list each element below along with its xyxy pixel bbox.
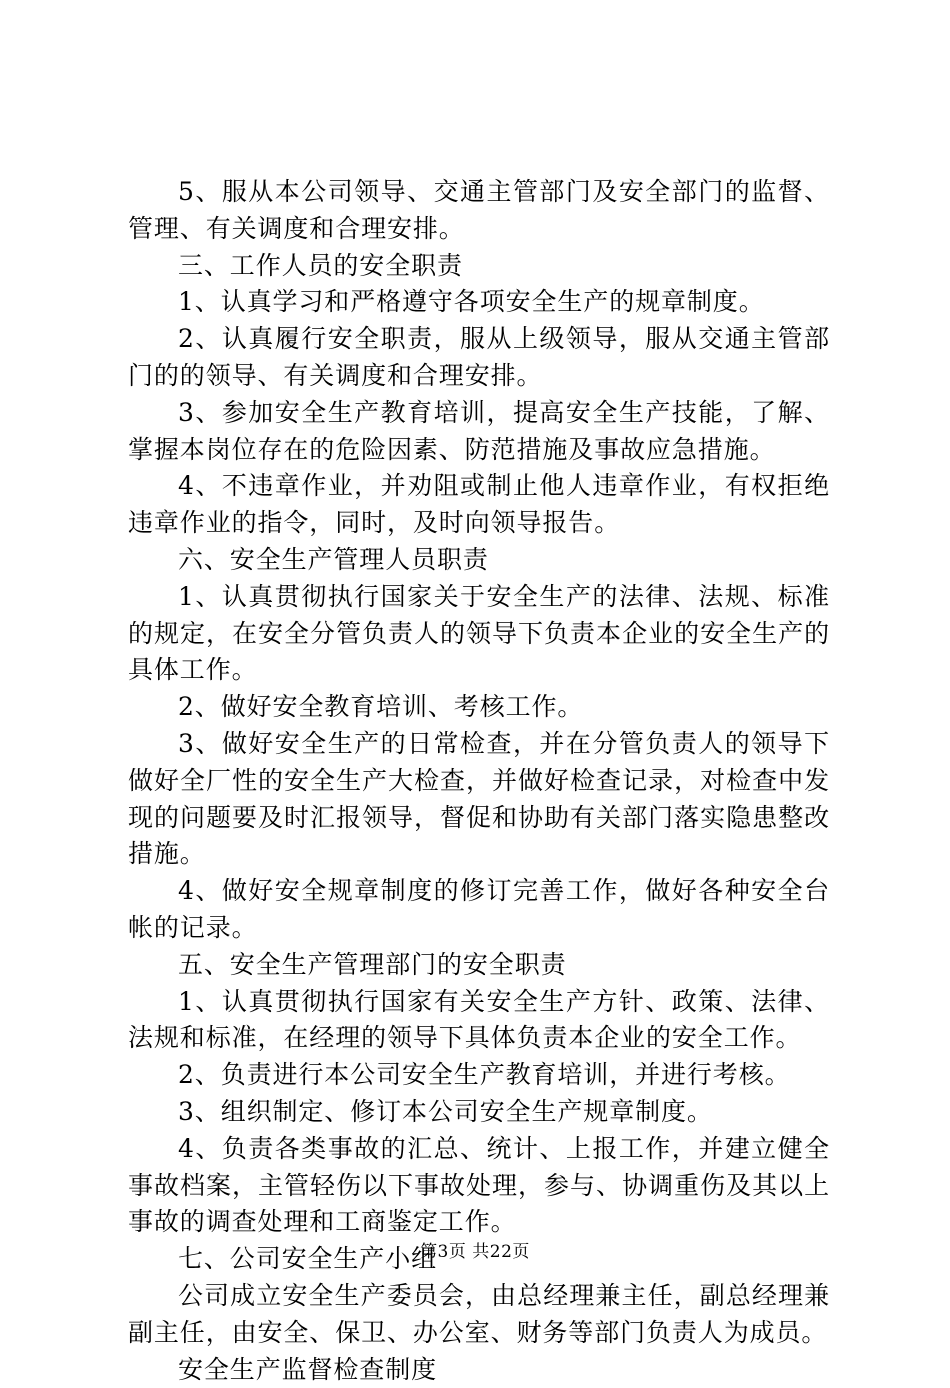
section-heading-safety-group: 七、公司安全生产小组 (128, 1241, 830, 1278)
paragraph-duty-5: 5、服从本公司领导、交通主管部门及安全部门的监督、管理、有关调度和合理安排。 (128, 174, 830, 248)
section-heading-inspection-system: 安全生产监督检查制度 (128, 1352, 830, 1388)
section-heading-department-duties: 五、安全生产管理部门的安全职责 (128, 947, 830, 984)
section-heading-staff-duties: 三、工作人员的安全职责 (128, 248, 830, 285)
paragraph-safety-committee: 公司成立安全生产委员会，由总经理兼主任，副总经理兼副主任，由安全、保卫、办公室、财务等部门负责人为成员。 (128, 1278, 830, 1352)
paragraph-department-2: 2、负责进行本公司安全生产教育培训，并进行考核。 (128, 1057, 830, 1094)
paragraph-staff-3: 3、参加安全生产教育培训，提高安全生产技能，了解、掌握本岗位存在的危险因素、防范措施及事故应急措施。 (128, 395, 830, 469)
paragraph-staff-2: 2、认真履行安全职责，服从上级领导，服从交通主管部门的的领导、有关调度和合理安排。 (128, 321, 830, 395)
page-number-footer: 第3页 共22页 (0, 1241, 950, 1263)
section-heading-manager-duties: 六、安全生产管理人员职责 (128, 542, 830, 579)
paragraph-manager-2: 2、做好安全教育培训、考核工作。 (128, 689, 830, 726)
paragraph-staff-4: 4、不违章作业，并劝阻或制止他人违章作业，有权拒绝违章作业的指令，同时，及时向领导报告。 (128, 468, 830, 542)
paragraph-manager-4: 4、做好安全规章制度的修订完善工作，做好各种安全台帐的记录。 (128, 873, 830, 947)
paragraph-manager-3: 3、做好安全生产的日常检查，并在分管负责人的领导下做好全厂性的安全生产大检查，并做好检查记录，对检查中发现的问题要及时汇报领导，督促和协助有关部门落实隐患整改措施。 (128, 726, 830, 873)
paragraph-department-3: 3、组织制定、修订本公司安全生产规章制度。 (128, 1094, 830, 1131)
document-body (128, 174, 830, 1388)
paragraph-department-4: 4、负责各类事故的汇总、统计、上报工作，并建立健全事故档案，主管轻伤以下事故处理，参与、协调重伤及其以上事故的调查处理和工商鉴定工作。 (128, 1131, 830, 1241)
paragraph-manager-1: 1、认真贯彻执行国家关于安全生产的法律、法规、标准的规定，在安全分管负责人的领导下负责本企业的安全生产的具体工作。 (128, 579, 830, 689)
paragraph-department-1: 1、认真贯彻执行国家有关安全生产方针、政策、法律、法规和标准，在经理的领导下具体负责本企业的安全工作。 (128, 984, 830, 1058)
paragraph-staff-1: 1、认真学习和严格遵守各项安全生产的规章制度。 (128, 284, 830, 321)
